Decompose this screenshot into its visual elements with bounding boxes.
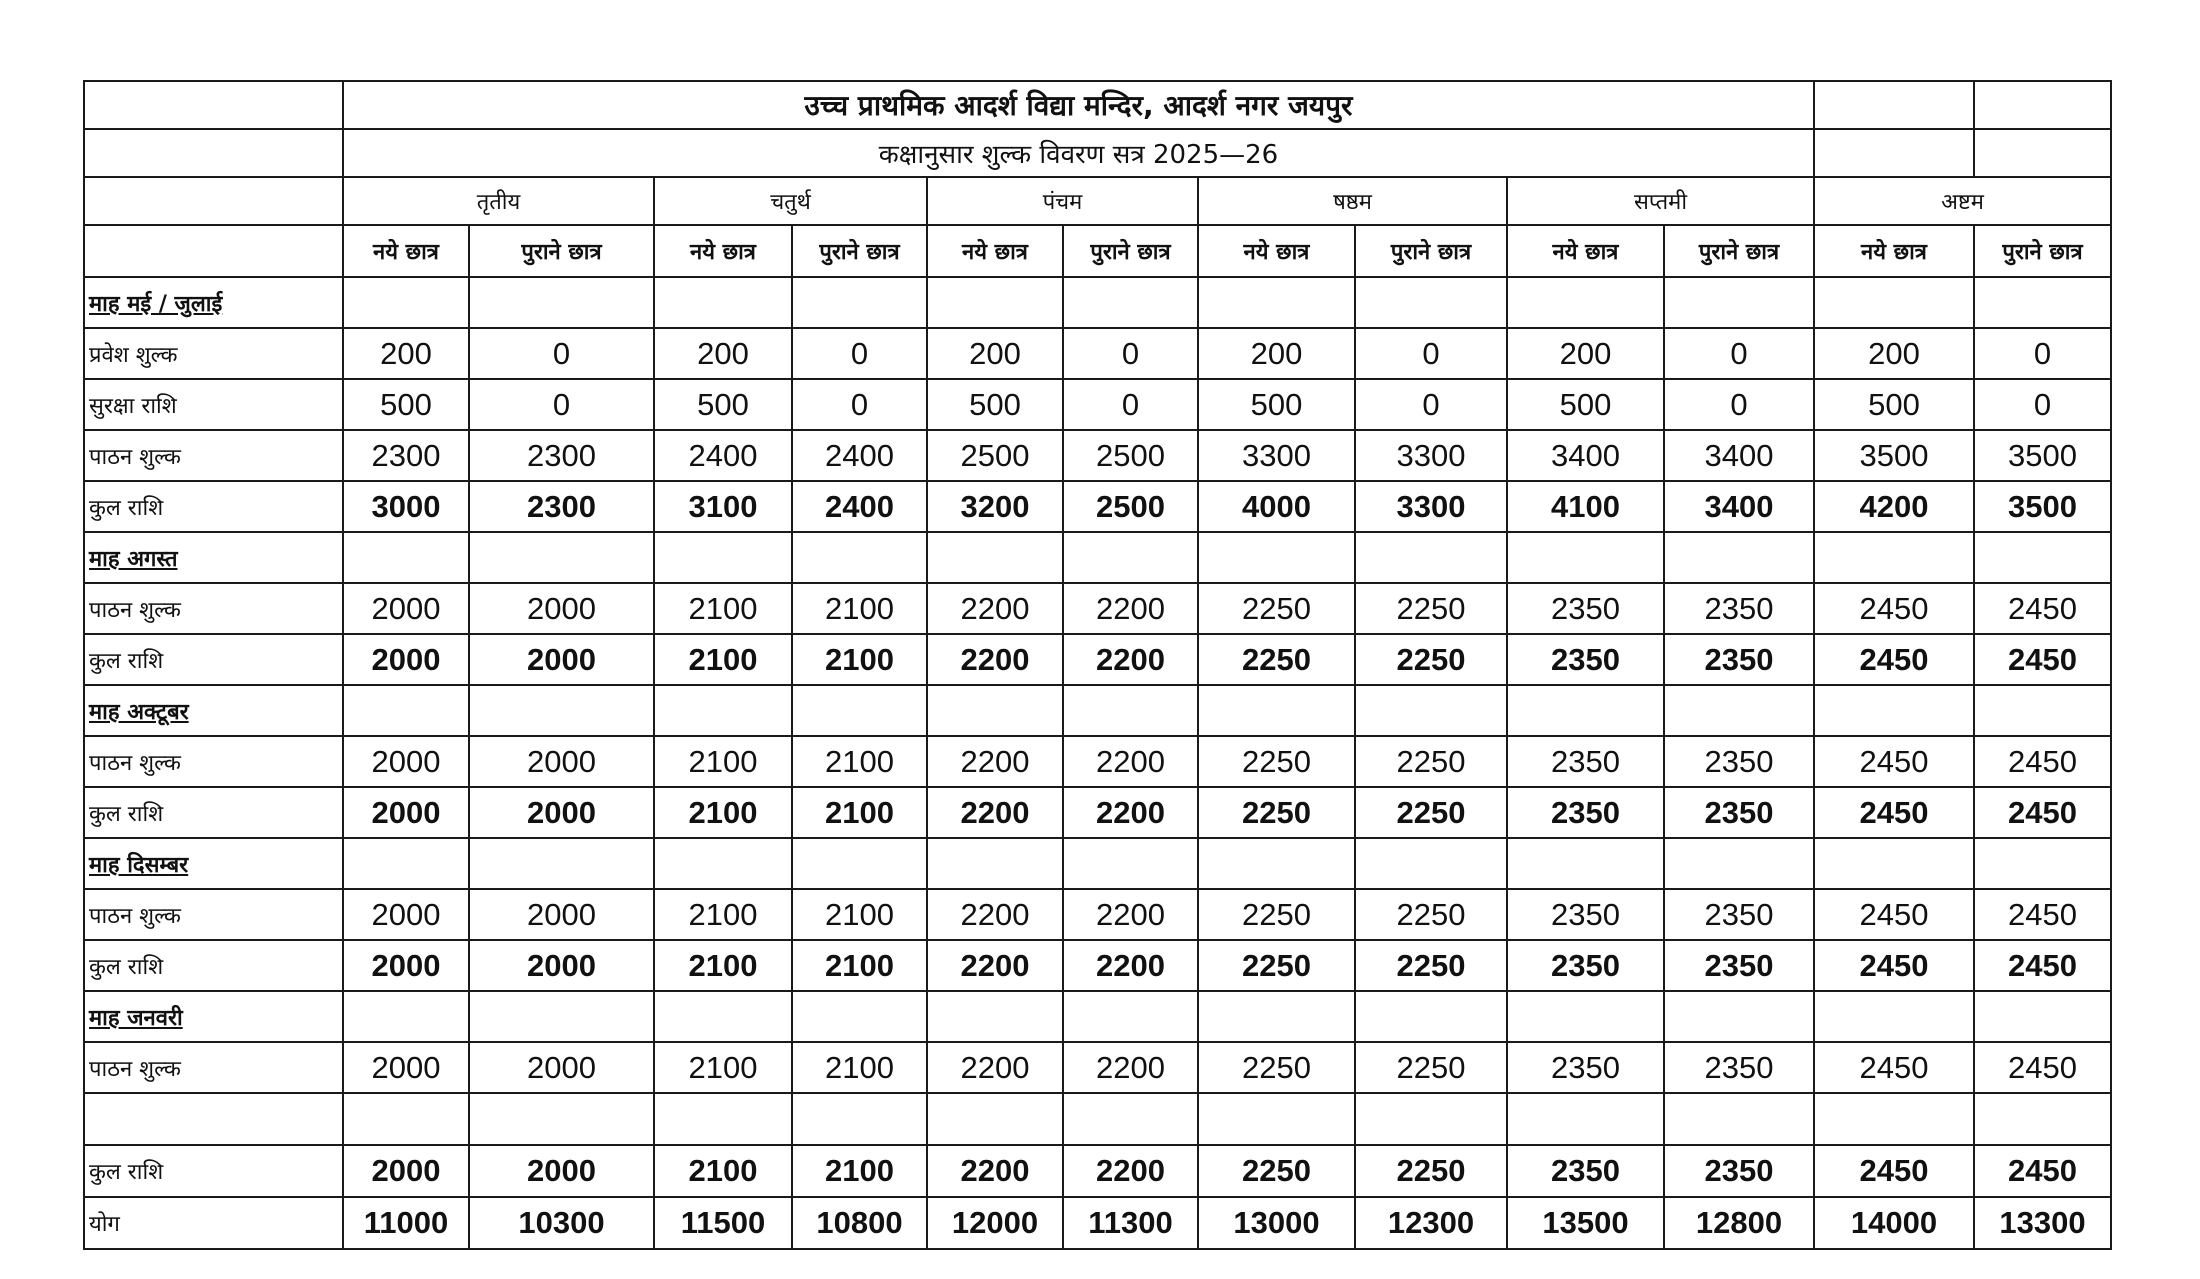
fee-value: 2450: [1974, 1042, 2111, 1093]
table-row: [84, 1042, 2111, 1093]
fee-value: 2350: [1664, 787, 1814, 838]
class-header: पंचम: [927, 177, 1198, 225]
fee-value: 3500: [1814, 430, 1974, 481]
empty-cell: [343, 838, 469, 889]
empty-cell: [1974, 532, 2111, 583]
empty-cell: [927, 685, 1063, 736]
empty-cell: [1063, 532, 1198, 583]
fee-value: 2500: [927, 430, 1063, 481]
empty-cell: [1974, 685, 2111, 736]
fee-value: 2250: [1355, 736, 1507, 787]
fee-value: 3100: [654, 481, 792, 532]
empty-cell: [1664, 1093, 1814, 1145]
new-students-header: नये छात्र: [927, 225, 1063, 277]
empty-cell: [1974, 81, 2111, 129]
fee-value: 2350: [1664, 1145, 1814, 1197]
empty-cell: [1974, 1093, 2111, 1145]
table-row: [84, 177, 2111, 225]
fee-value: 12800: [1664, 1197, 1814, 1249]
month-heading: माह जनवरी: [84, 991, 343, 1042]
new-students-header: नये छात्र: [1198, 225, 1355, 277]
fee-value: 2200: [927, 940, 1063, 991]
table-row: [84, 685, 2111, 736]
class-header: सप्तमी: [1507, 177, 1814, 225]
fee-value: 2000: [469, 634, 654, 685]
empty-cell: [84, 81, 343, 129]
new-students-header: नये छात्र: [1814, 225, 1974, 277]
fee-value: 0: [1063, 328, 1198, 379]
fee-value: 2250: [1355, 583, 1507, 634]
fee-value: 3400: [1664, 430, 1814, 481]
empty-cell: [1355, 277, 1507, 328]
table-row: [84, 430, 2111, 481]
empty-cell: [1507, 838, 1664, 889]
table-row: [84, 1145, 2111, 1197]
fee-value: 0: [469, 379, 654, 430]
table-row: [84, 481, 2111, 532]
fee-value: 2100: [792, 787, 927, 838]
empty-cell: [343, 1093, 469, 1145]
empty-cell: [792, 838, 927, 889]
fee-value: 4000: [1198, 481, 1355, 532]
fee-value: 2200: [927, 889, 1063, 940]
table-row: [84, 81, 2111, 129]
fee-value: 3000: [343, 481, 469, 532]
empty-cell: [1063, 991, 1198, 1042]
empty-cell: [927, 532, 1063, 583]
fee-value: 2450: [1974, 634, 2111, 685]
fee-value: 2100: [792, 736, 927, 787]
fee-value: 2200: [1063, 634, 1198, 685]
fee-value: 2250: [1198, 940, 1355, 991]
fee-value: 0: [1664, 379, 1814, 430]
fee-value: 3300: [1198, 430, 1355, 481]
empty-cell: [1507, 532, 1664, 583]
table-row: [84, 889, 2111, 940]
old-students-header: पुराने छात्र: [1974, 225, 2111, 277]
fee-value: 2100: [792, 1042, 927, 1093]
fee-value: 0: [1063, 379, 1198, 430]
table-row: [84, 838, 2111, 889]
fee-value: 2250: [1198, 634, 1355, 685]
empty-cell: [1063, 1093, 1198, 1145]
empty-cell: [1664, 532, 1814, 583]
row-label: कुल राशि: [84, 787, 343, 838]
fee-value: 3300: [1355, 481, 1507, 532]
fee-value: 2250: [1355, 634, 1507, 685]
fee-value: 13500: [1507, 1197, 1664, 1249]
empty-cell: [1814, 81, 1974, 129]
fee-value: 2200: [927, 787, 1063, 838]
empty-cell: [1507, 1093, 1664, 1145]
fee-value: 4200: [1814, 481, 1974, 532]
fee-value: 2100: [792, 1145, 927, 1197]
table-row: [84, 225, 2111, 277]
empty-cell: [1198, 1093, 1355, 1145]
new-students-header: नये छात्र: [1507, 225, 1664, 277]
fee-value: 2350: [1507, 940, 1664, 991]
empty-cell: [1814, 991, 1974, 1042]
empty-cell: [927, 838, 1063, 889]
fee-value: 500: [1814, 379, 1974, 430]
empty-cell: [469, 838, 654, 889]
fee-value: 2200: [1063, 1042, 1198, 1093]
fee-value: 2250: [1198, 787, 1355, 838]
empty-cell: [1814, 532, 1974, 583]
fee-value: 2350: [1664, 1042, 1814, 1093]
fee-value: 2000: [469, 787, 654, 838]
fee-value: 2000: [343, 1145, 469, 1197]
fee-value: 2350: [1507, 787, 1664, 838]
row-label: योग: [84, 1197, 343, 1249]
fee-value: 3300: [1355, 430, 1507, 481]
empty-cell: [1507, 991, 1664, 1042]
fee-value: 2200: [927, 736, 1063, 787]
fee-value: 2450: [1814, 787, 1974, 838]
row-label: पाठन शुल्क: [84, 736, 343, 787]
fee-value: 2100: [792, 940, 927, 991]
row-label: पाठन शुल्क: [84, 889, 343, 940]
fee-value: 500: [343, 379, 469, 430]
old-students-header: पुराने छात्र: [469, 225, 654, 277]
empty-cell: [469, 532, 654, 583]
fee-value: 2450: [1814, 889, 1974, 940]
class-header: चतुर्थ: [654, 177, 927, 225]
fee-value: 2350: [1664, 634, 1814, 685]
fee-value: 0: [1355, 328, 1507, 379]
fee-value: 2450: [1974, 940, 2111, 991]
fee-value: 14000: [1814, 1197, 1974, 1249]
fee-value: 200: [927, 328, 1063, 379]
fee-value: 4100: [1507, 481, 1664, 532]
fee-value: 11000: [343, 1197, 469, 1249]
empty-cell: [654, 277, 792, 328]
fee-value: 2100: [654, 889, 792, 940]
empty-cell: [927, 1093, 1063, 1145]
fee-value: 0: [1974, 328, 2111, 379]
fee-value: 2000: [343, 736, 469, 787]
month-heading: माह मई / जुलाई: [84, 277, 343, 328]
fee-value: 2350: [1507, 1145, 1664, 1197]
fee-value: 11300: [1063, 1197, 1198, 1249]
empty-cell: [1974, 991, 2111, 1042]
fee-value: 2250: [1198, 1042, 1355, 1093]
new-students-header: नये छात्र: [343, 225, 469, 277]
fee-value: 2350: [1664, 736, 1814, 787]
empty-cell: [1198, 838, 1355, 889]
empty-cell: [792, 277, 927, 328]
fee-value: 0: [1664, 328, 1814, 379]
fee-value: 2450: [1974, 1145, 2111, 1197]
empty-cell: [469, 685, 654, 736]
empty-cell: [927, 277, 1063, 328]
table-row: [84, 277, 2111, 328]
fee-value: 2200: [1063, 889, 1198, 940]
fee-value: 2350: [1507, 583, 1664, 634]
empty-cell: [1974, 129, 2111, 177]
fee-value: 2000: [469, 583, 654, 634]
fee-value: 2200: [927, 583, 1063, 634]
fee-value: 3400: [1664, 481, 1814, 532]
empty-cell: [1198, 991, 1355, 1042]
empty-cell: [654, 991, 792, 1042]
table-row: [84, 328, 2111, 379]
fee-value: 2200: [927, 1145, 1063, 1197]
empty-cell: [1198, 277, 1355, 328]
fee-value: 200: [1198, 328, 1355, 379]
empty-cell: [469, 1093, 654, 1145]
class-header: अष्टम: [1814, 177, 2111, 225]
empty-cell: [792, 685, 927, 736]
empty-cell: [1664, 991, 1814, 1042]
fee-value: 200: [1507, 328, 1664, 379]
fee-value: 2100: [792, 889, 927, 940]
fee-value: 2250: [1355, 940, 1507, 991]
empty-cell: [1355, 1093, 1507, 1145]
month-heading: माह अगस्त: [84, 532, 343, 583]
empty-cell: [1664, 838, 1814, 889]
fee-value: 2200: [1063, 940, 1198, 991]
empty-cell: [1974, 277, 2111, 328]
empty-cell: [343, 991, 469, 1042]
empty-cell: [84, 129, 343, 177]
fee-value: 2200: [1063, 583, 1198, 634]
old-students-header: पुराने छात्र: [792, 225, 927, 277]
fee-value: 0: [792, 328, 927, 379]
empty-cell: [1355, 838, 1507, 889]
fee-value: 2000: [469, 1145, 654, 1197]
fee-value: 2000: [343, 634, 469, 685]
empty-cell: [1355, 532, 1507, 583]
empty-cell: [1355, 685, 1507, 736]
fee-value: 0: [469, 328, 654, 379]
fee-value: 2250: [1355, 787, 1507, 838]
fee-value: 3500: [1974, 481, 2111, 532]
empty-cell: [1198, 685, 1355, 736]
fee-value: 2450: [1814, 583, 1974, 634]
fee-value: 2200: [1063, 1145, 1198, 1197]
fee-value: 2250: [1355, 889, 1507, 940]
empty-cell: [1814, 838, 1974, 889]
fee-value: 2250: [1355, 1145, 1507, 1197]
fee-value: 500: [654, 379, 792, 430]
fee-value: 200: [1814, 328, 1974, 379]
table-row: [84, 787, 2111, 838]
fee-value: 2450: [1814, 940, 1974, 991]
fee-value: 500: [1198, 379, 1355, 430]
fee-value: 3200: [927, 481, 1063, 532]
fee-value: 200: [343, 328, 469, 379]
old-students-header: पुराने छात्र: [1355, 225, 1507, 277]
empty-cell: [1814, 129, 1974, 177]
empty-cell: [343, 685, 469, 736]
fee-value: 2250: [1198, 1145, 1355, 1197]
empty-cell: [792, 532, 927, 583]
fee-value: 2350: [1664, 889, 1814, 940]
fee-value: 2000: [343, 940, 469, 991]
table-row: [84, 583, 2111, 634]
month-heading: माह दिसम्बर: [84, 838, 343, 889]
fee-value: 2000: [343, 583, 469, 634]
fee-value: 2500: [1063, 481, 1198, 532]
fee-value: 2100: [654, 787, 792, 838]
fee-value: 0: [1974, 379, 2111, 430]
fee-value: 2100: [654, 940, 792, 991]
fee-value: 2350: [1507, 889, 1664, 940]
row-label: कुल राशि: [84, 481, 343, 532]
empty-cell: [1507, 277, 1664, 328]
fee-table: [83, 80, 2112, 1250]
fee-value: 2400: [792, 481, 927, 532]
empty-cell: [1063, 685, 1198, 736]
table-row: [84, 991, 2111, 1042]
old-students-header: पुराने छात्र: [1063, 225, 1198, 277]
fee-value: 2000: [469, 940, 654, 991]
table-row: [84, 129, 2111, 177]
empty-cell: [1355, 991, 1507, 1042]
table-row: [84, 379, 2111, 430]
empty-cell: [654, 1093, 792, 1145]
fee-value: 2200: [927, 1042, 1063, 1093]
page-title: उच्च प्राथमिक आदर्श विद्या मन्दिर, आदर्श नगर जयपुर: [343, 81, 1814, 129]
fee-value: 2100: [792, 634, 927, 685]
fee-value: 0: [1355, 379, 1507, 430]
fee-value: 2400: [792, 430, 927, 481]
empty-cell: [1974, 838, 2111, 889]
table-row: [84, 940, 2111, 991]
fee-value: 2000: [469, 889, 654, 940]
fee-value: 2350: [1507, 634, 1664, 685]
fee-value: 10800: [792, 1197, 927, 1249]
table-row: [84, 1197, 2111, 1249]
fee-value: 12000: [927, 1197, 1063, 1249]
fee-value: 2100: [654, 583, 792, 634]
fee-value: 2300: [343, 430, 469, 481]
empty-cell: [343, 532, 469, 583]
row-label: प्रवेश शुल्क: [84, 328, 343, 379]
row-label: पाठन शुल्क: [84, 1042, 343, 1093]
empty-cell: [84, 225, 343, 277]
table-row: [84, 1093, 2111, 1145]
empty-cell: [1063, 838, 1198, 889]
fee-value: 2100: [654, 736, 792, 787]
fee-value: 13000: [1198, 1197, 1355, 1249]
empty-cell: [1507, 685, 1664, 736]
empty-cell: [1814, 685, 1974, 736]
empty-cell: [1814, 1093, 1974, 1145]
new-students-header: नये छात्र: [654, 225, 792, 277]
fee-value: 500: [1507, 379, 1664, 430]
row-label: [84, 1093, 343, 1145]
row-label: कुल राशि: [84, 940, 343, 991]
fee-value: 2200: [1063, 787, 1198, 838]
class-header: षष्ठम: [1198, 177, 1507, 225]
empty-cell: [1664, 685, 1814, 736]
table-row: [84, 634, 2111, 685]
fee-value: 2450: [1974, 583, 2111, 634]
fee-value: 2300: [469, 481, 654, 532]
row-label: पाठन शुल्क: [84, 430, 343, 481]
month-heading: माह अक्टूबर: [84, 685, 343, 736]
row-label: सुरक्षा राशि: [84, 379, 343, 430]
old-students-header: पुराने छात्र: [1664, 225, 1814, 277]
fee-value: 2350: [1507, 1042, 1664, 1093]
fee-value: 2450: [1974, 787, 2111, 838]
fee-value: 2000: [343, 889, 469, 940]
fee-value: 2450: [1814, 634, 1974, 685]
table-row: [84, 736, 2111, 787]
fee-value: 11500: [654, 1197, 792, 1249]
empty-cell: [84, 177, 343, 225]
fee-value: 2100: [654, 1145, 792, 1197]
empty-cell: [469, 991, 654, 1042]
fee-value: 2450: [1814, 1042, 1974, 1093]
empty-cell: [654, 532, 792, 583]
class-header: तृतीय: [343, 177, 654, 225]
fee-value: 10300: [469, 1197, 654, 1249]
empty-cell: [1664, 277, 1814, 328]
fee-value: 0: [792, 379, 927, 430]
fee-value: 2450: [1814, 1145, 1974, 1197]
table-row: [84, 532, 2111, 583]
empty-cell: [654, 685, 792, 736]
fee-value: 3400: [1507, 430, 1664, 481]
fee-value: 2200: [1063, 736, 1198, 787]
empty-cell: [927, 991, 1063, 1042]
empty-cell: [792, 1093, 927, 1145]
fee-value: 2000: [343, 1042, 469, 1093]
fee-value: 2000: [469, 1042, 654, 1093]
empty-cell: [792, 991, 927, 1042]
empty-cell: [343, 277, 469, 328]
empty-cell: [1814, 277, 1974, 328]
fee-value: 2000: [343, 787, 469, 838]
row-label: कुल राशि: [84, 634, 343, 685]
fee-value: 2450: [1974, 889, 2111, 940]
empty-cell: [1063, 277, 1198, 328]
fee-value: 2350: [1507, 736, 1664, 787]
empty-cell: [469, 277, 654, 328]
fee-value: 2350: [1664, 940, 1814, 991]
fee-value: 2100: [654, 1042, 792, 1093]
fee-value: 2400: [654, 430, 792, 481]
fee-value: 2250: [1198, 736, 1355, 787]
fee-value: 2350: [1664, 583, 1814, 634]
fee-value: 2000: [469, 736, 654, 787]
fee-value: 2250: [1198, 583, 1355, 634]
fee-value: 2450: [1814, 736, 1974, 787]
fee-value: 2250: [1198, 889, 1355, 940]
empty-cell: [1198, 532, 1355, 583]
fee-value: 2250: [1355, 1042, 1507, 1093]
fee-value: 3500: [1974, 430, 2111, 481]
row-label: पाठन शुल्क: [84, 583, 343, 634]
fee-value: 2100: [792, 583, 927, 634]
page-subtitle: कक्षानुसार शुल्क विवरण सत्र 2025—26: [343, 129, 1814, 177]
fee-value: 2300: [469, 430, 654, 481]
fee-value: 2500: [1063, 430, 1198, 481]
fee-value: 500: [927, 379, 1063, 430]
row-label: कुल राशि: [84, 1145, 343, 1197]
fee-value: 12300: [1355, 1197, 1507, 1249]
fee-value: 2200: [927, 634, 1063, 685]
fee-value: 13300: [1974, 1197, 2111, 1249]
fee-value: 200: [654, 328, 792, 379]
fee-value: 2450: [1974, 736, 2111, 787]
empty-cell: [654, 838, 792, 889]
fee-value: 2100: [654, 634, 792, 685]
